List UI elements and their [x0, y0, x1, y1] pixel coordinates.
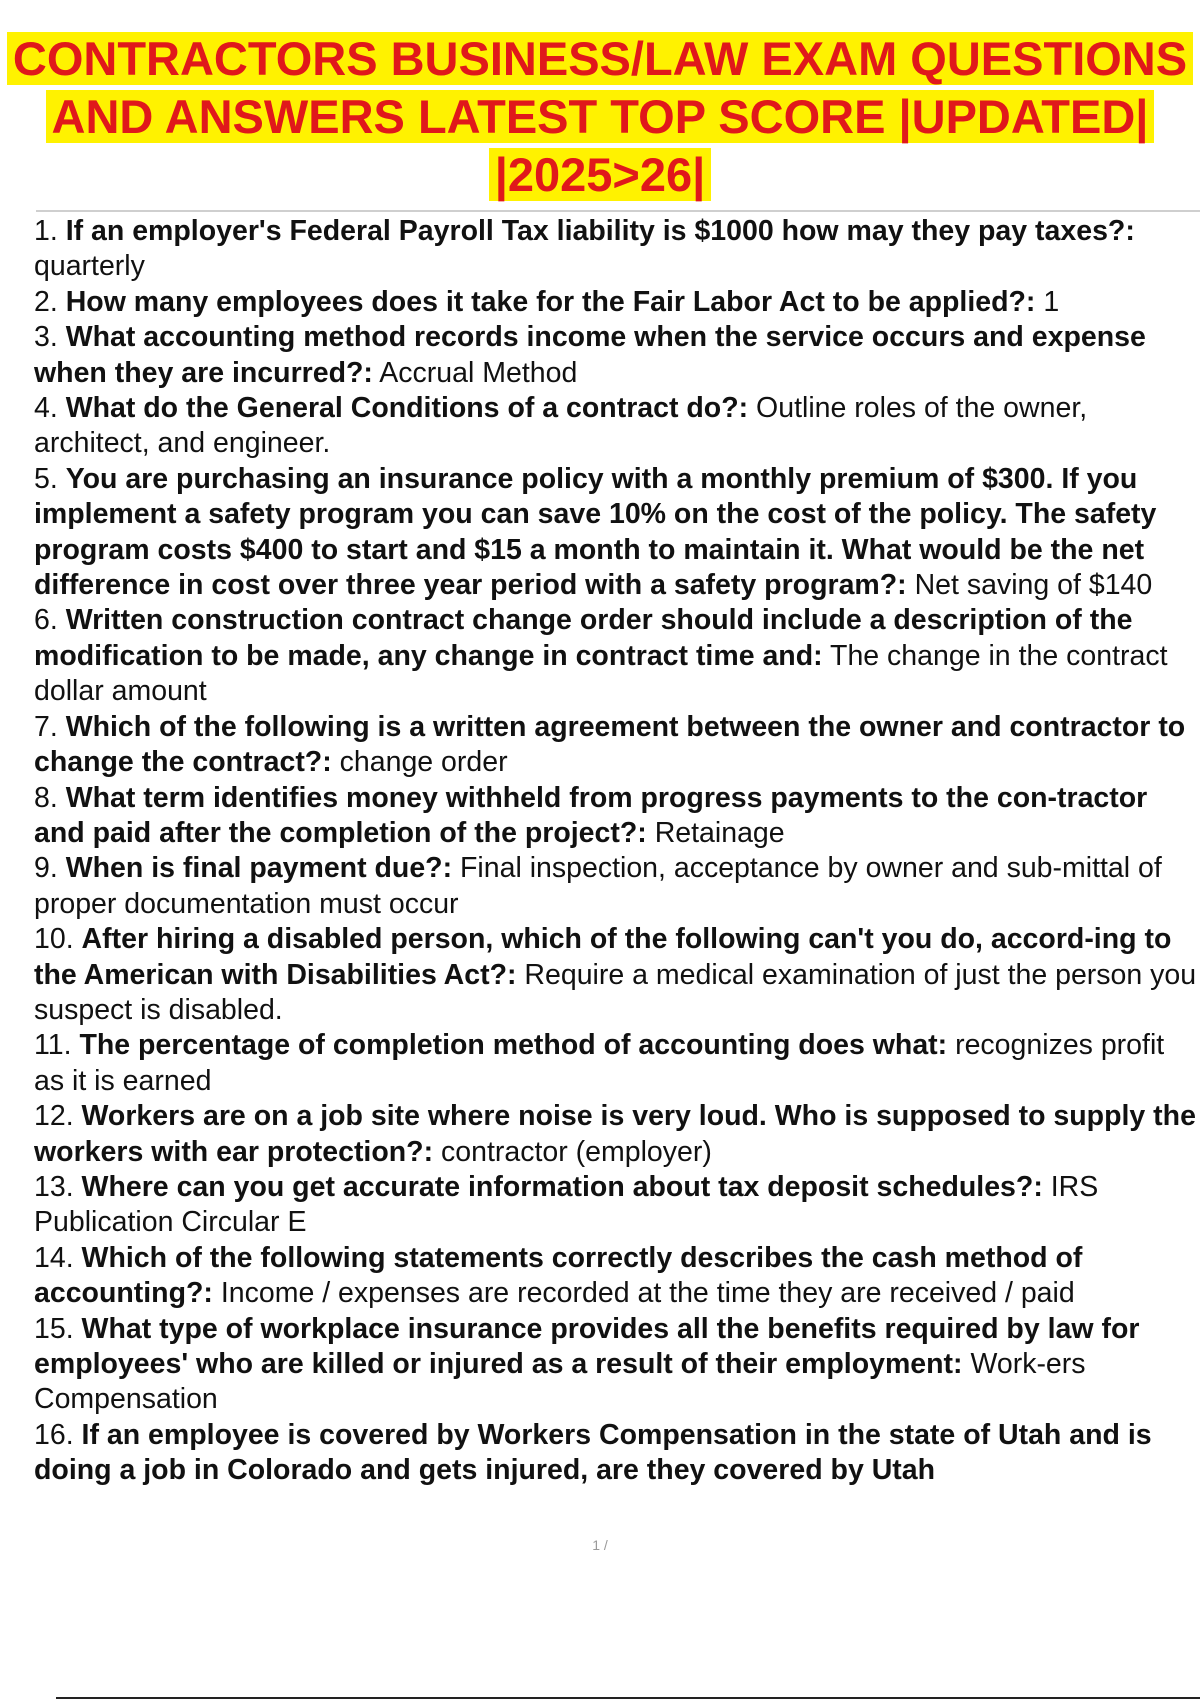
- question-number: 1.: [34, 215, 58, 247]
- answer-text: The change in the contract dollar amount: [34, 639, 1168, 708]
- answer-text: Net saving of $140: [914, 569, 1153, 602]
- question-number: 2.: [34, 285, 58, 318]
- document-title: [0, 30, 1200, 204]
- question-number: 3.: [34, 321, 58, 354]
- question-item: [34, 1099, 1200, 1170]
- question-text: Which of the following is a written agreement between the owner and contractor to change the contract?:: [34, 710, 1186, 779]
- answer-text: Retainage: [654, 816, 785, 849]
- question-number: 9.: [34, 852, 58, 885]
- question-item: [34, 320, 1200, 391]
- answer-text: Income / expenses are recorded at the time they are received / paid: [220, 1277, 1075, 1310]
- answer-text: Final inspection, acceptance by owner and sub-mittal of proper documentation must occur: [34, 852, 1162, 920]
- page-number: 1 /: [592, 1537, 608, 1553]
- question-number: 12.: [34, 1100, 74, 1133]
- question-item: [34, 710, 1200, 781]
- question-text: You are purchasing an insurance policy with a monthly premium of $300. If you implement a safety program you can save 10% on the cost of the policy. The safety program costs $400 to start and $15 a month to maintain it. What would be the net difference in cost over three year period with a safety program?:: [34, 462, 1157, 602]
- question-text: What accounting method records income when the service occurs and expense when they are incurred?:: [34, 321, 1146, 389]
- question-item: [34, 781, 1200, 852]
- answer-text: Require a medical examination of just the person you suspect is disabled.: [34, 958, 1197, 1026]
- question-text: If an employee is covered by Workers Compensation in the state of Utah and is doing a job in Colorado and gets injured, are they covered by Utah: [34, 1418, 1152, 1487]
- question-text: Which of the following statements correctly describes the cash method of accounting?:: [34, 1241, 1083, 1310]
- answer-text: recognizes profit as it is earned: [34, 1029, 1165, 1097]
- answer-text: Work-ers Compensation: [34, 1348, 1086, 1416]
- question-item: [34, 285, 1200, 320]
- answer-text: IRS Publication Circular E: [34, 1170, 1099, 1239]
- question-item: [34, 922, 1200, 1028]
- question-item: [34, 1312, 1200, 1418]
- question-number: 6.: [34, 604, 58, 637]
- question-text: The percentage of completion method of accounting does what:: [79, 1029, 948, 1062]
- question-item: [34, 1028, 1200, 1099]
- question-text: What term identifies money withheld from progress payments to the con-tractor and paid after the completion of the project?:: [34, 781, 1148, 849]
- answer-text: Accrual Method: [379, 356, 578, 389]
- title-divider: [36, 210, 1200, 212]
- question-text: When is final payment due?:: [65, 852, 453, 885]
- question-text: Where can you get accurate information about tax deposit schedules?:: [81, 1170, 1043, 1203]
- question-number: 15.: [34, 1312, 74, 1345]
- question-number: 10.: [34, 923, 74, 956]
- question-item: [34, 462, 1200, 604]
- question-number: 5.: [34, 462, 58, 495]
- answer-text: contractor (employer): [441, 1135, 712, 1168]
- question-text: Workers are on a job site where noise is very loud. Who is supposed to supply the workers with ear protection?:: [34, 1100, 1196, 1168]
- question-number: 8.: [34, 781, 58, 814]
- question-item: [34, 214, 1200, 285]
- question-text: What type of workplace insurance provides all the benefits required by law for employees' who are killed or injured as a result of their employment:: [34, 1312, 1140, 1380]
- question-item: [34, 603, 1200, 709]
- question-item: [34, 851, 1200, 922]
- question-number: 14.: [34, 1241, 74, 1274]
- question-list: [34, 214, 1200, 1534]
- question-number: 4.: [34, 392, 58, 425]
- footer-divider: [56, 1697, 1200, 1699]
- title-line-2: AND ANSWERS LATEST TOP SCORE |UPDATED|: [46, 90, 1155, 143]
- title-line-3: |2025>26|: [489, 148, 712, 201]
- question-text: How many employees does it take for the Fair Labor Act to be applied?:: [65, 285, 1036, 318]
- question-item: [34, 1170, 1200, 1241]
- question-number: 11.: [34, 1029, 72, 1062]
- question-text: Written construction contract change order should include a description of the modification to be made, any change in contract time and:: [34, 604, 1133, 672]
- title-line-1: CONTRACTORS BUSINESS/LAW EXAM QUESTIONS: [7, 32, 1193, 85]
- answer-text: quarterly: [34, 250, 145, 283]
- question-text: After hiring a disabled person, which of the following can't you do, accord-ing to the American with Disabilities Act?:: [34, 923, 1172, 991]
- question-number: 7.: [34, 710, 58, 743]
- question-item: [34, 1241, 1200, 1312]
- answer-text: Outline roles of the owner, architect, and engineer.: [34, 392, 1088, 460]
- question-item: [34, 1418, 1200, 1489]
- answer-text: 1: [1043, 285, 1060, 318]
- answer-text: change order: [339, 746, 508, 779]
- question-item: [34, 391, 1200, 462]
- question-number: 16.: [34, 1418, 74, 1451]
- question-number: 13.: [34, 1170, 74, 1203]
- question-text: What do the General Conditions of a contract do?:: [65, 392, 749, 425]
- question-text: If an employer's Federal Payroll Tax liability is $1000 how may they pay taxes?:: [65, 215, 1135, 247]
